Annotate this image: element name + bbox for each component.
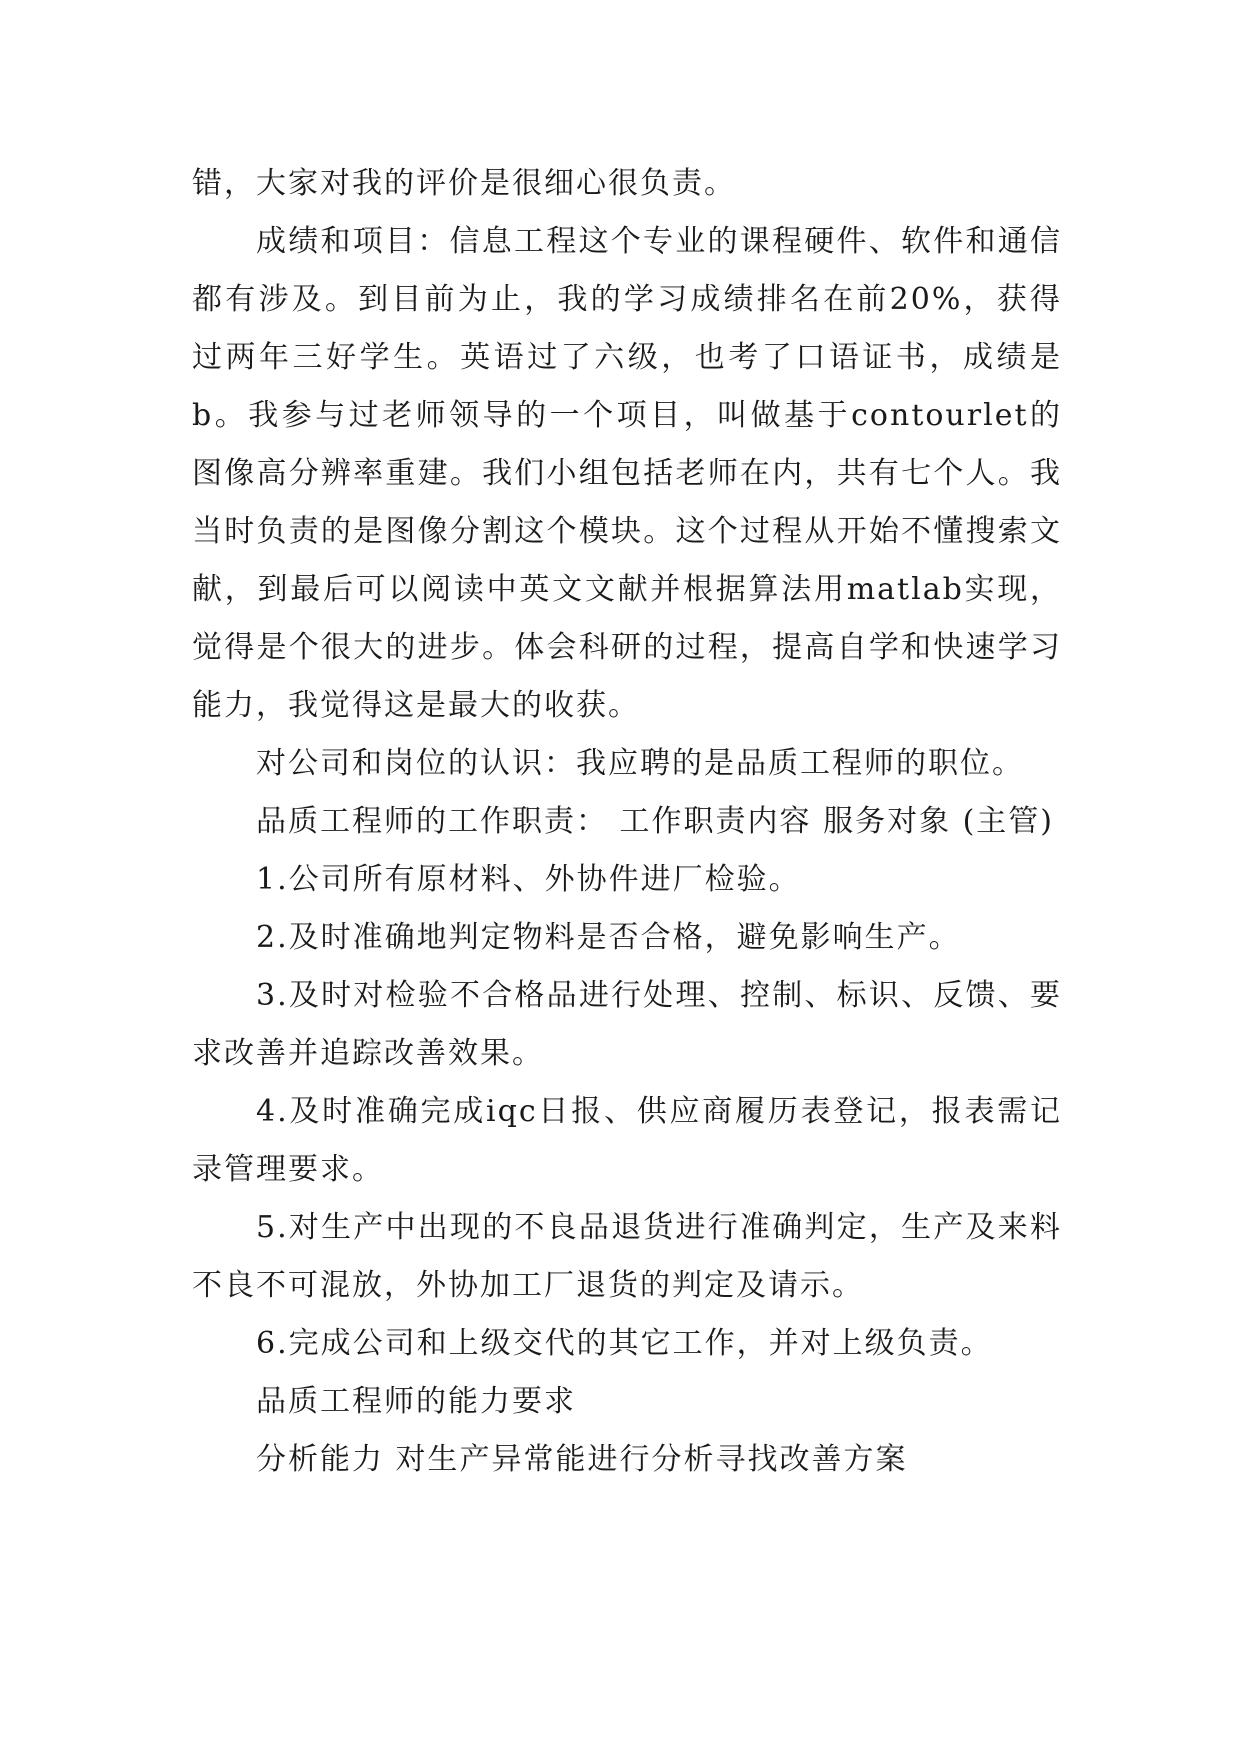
paragraph-ability-heading: 品质工程师的能力要求: [256, 1384, 576, 1419]
paragraph-grades-projects: 成绩和项目：信息工程这个专业的课程硬件、软件和通信都有涉及。到目前为止，我的学习成绩排名在前20%，获得过两年三好学生。英语过了六级，也考了口语证书，成绩是b。我参与过老师领导的一个项目，叫做基于contourlet的图像高分辨率重建。我们小组包括老师在内，共有七个人。我当时负责的是图像分割这个模块。这个过程从开始不懂搜索文献，到最后可以阅读中英文文献并根据算法用matlab实现，觉得是个很大的进步。体会科研的过程，提高自学和快速学习能力，我觉得这是最大的收获。: [192, 224, 1062, 723]
paragraph-company-position: 对公司和岗位的认识：我应聘的是品质工程师的职位。: [256, 746, 1024, 781]
paragraph-duty-5: 5.对生产中出现的不良品退货进行准确判定，生产及来料不良不可混放，外协加工厂退货的判定及请示。: [192, 1210, 1062, 1303]
paragraph-continuation: 错，大家对我的评价是很细心很负责。: [192, 166, 736, 201]
paragraph-duties-heading: 品质工程师的工作职责： 工作职责内容 服务对象 (主管): [256, 804, 1055, 839]
document-body: [192, 155, 1062, 1489]
paragraph-duty-3: 3.及时对检验不合格品进行处理、控制、标识、反馈、要求改善并追踪改善效果。: [192, 978, 1062, 1071]
paragraph-analysis-ability: 分析能力 对生产异常能进行分析寻找改善方案: [256, 1442, 908, 1477]
paragraph-duty-1: 1.公司所有原材料、外协件进厂检验。: [256, 862, 801, 897]
paragraph-duty-6: 6.完成公司和上级交代的其它工作，并对上级负责。: [256, 1326, 993, 1361]
paragraph-duty-2: 2.及时准确地判定物料是否合格，避免影响生产。: [256, 920, 961, 955]
paragraph-duty-4: 4.及时准确完成iqc日报、供应商履历表登记，报表需记录管理要求。: [192, 1094, 1062, 1187]
